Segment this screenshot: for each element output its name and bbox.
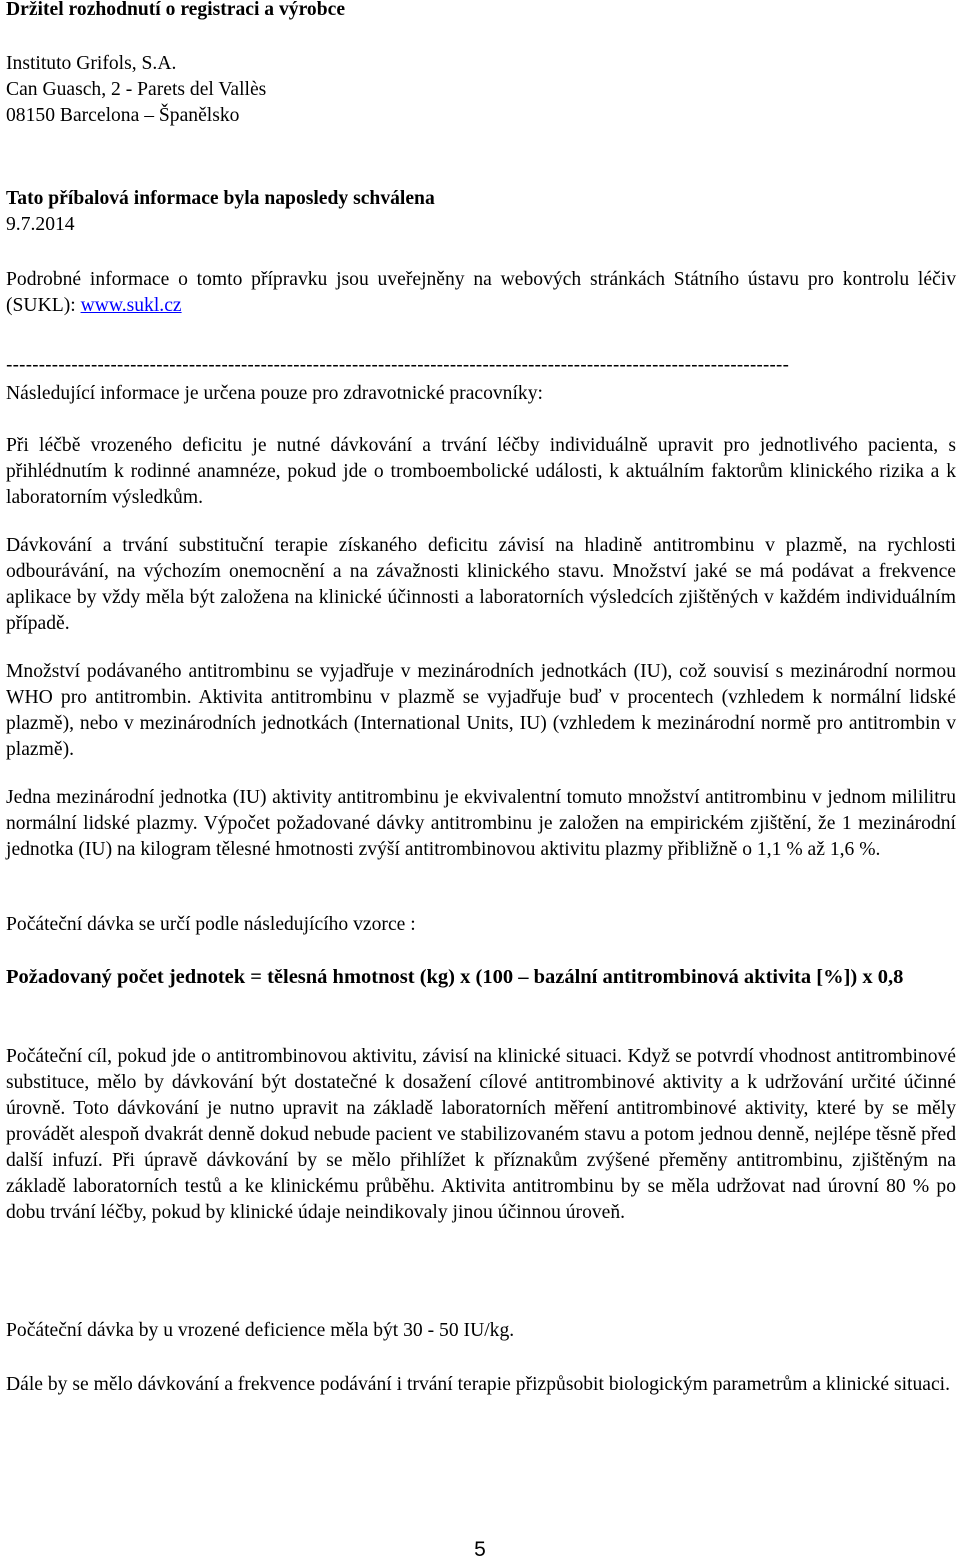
separator-line: ------------------------------------------------------------------------------------------------------------------------ — [6, 354, 789, 376]
approval-heading: Tato příbalová informace byla naposledy schválena — [6, 188, 435, 209]
holder-city: 08150 Barcelona – Španělsko — [6, 105, 240, 126]
approval-date: 9.7.2014 — [6, 214, 75, 235]
paragraph-congenital-dosing: Při léčbě vrozeného deficitu je nutné dávkování a trvání léčby individuálně upravit pro jednotlivého pacienta, s přihlédnutím k rodinné anamnéze, pokud jde o tromboembolické události, k aktuálním faktorům klinického rizika a k laboratorním výsledkům. — [6, 435, 956, 508]
details-paragraph — [6, 267, 956, 319]
paragraph-calculation: Jedna mezinárodní jednotka (IU) aktivity antitrombinu je ekvivalentní tomuto množství antitrombinu v jednom mililitru normální lidské plazmy. Výpočet požadované dávky antitrombinu je založen na empirickém zjištění, že 1 mezinárodní jednotka (IU) na kilogram tělesné hmotnosti zvýší antitrombinovou aktivitu plazmy přibližně o 1,1 % až 1,6 %. — [6, 787, 956, 860]
holder-heading: Držitel rozhodnutí o registraci a výrobce — [6, 0, 346, 20]
paragraph-acquired-dosing: Dávkování a trvání substituční terapie získaného deficitu závisí na hladině antitrombinu v plazmě, na rychlosti odbourávání, na výchozím onemocnění a na závažnosti klinického stavu. Množství jaké se má podávat a frekvence aplikace by vždy měla být založena na klinické účinnosti a laboratorních výsledcích zjištěných v každém individuálním případě. — [6, 535, 956, 634]
holder-company: Instituto Grifols, S.A. — [6, 53, 177, 74]
holder-street: Can Guasch, 2 - Parets del Vallès — [6, 79, 267, 100]
dose-formula: Požadovaný počet jednotek = tělesná hmotnost (kg) x (100 – bazální antitrombinová aktivita [%]) x 0,8 — [6, 966, 904, 988]
paragraph-units: Množství podávaného antitrombinu se vyjadřuje v mezinárodních jednotkách (IU), což souvisí s mezinárodní normou WHO pro antitrombin. Aktivita antitrombinu v plazmě se vyjadřuje buď v procentech (vzhledem k normální lidské plazmě), nebo v mezinárodních jednotkách (International Units, IU) (vzhledem k mezinárodní normě pro antitrombin v plazmě). — [6, 661, 956, 760]
page-number: 5 — [474, 1538, 486, 1561]
paragraph-target-activity: Počáteční cíl, pokud jde o antitrombinovou aktivitu, závisí na klinické situaci. Když se potvrdí vhodnost antitrombinové substituce, mělo by dávkování být dostatečné k dosažení cílové antitrombinové aktivity a k udržování určité účinné úrovně. Toto dávkování je nutno upravit na základě laboratorních měření antitrombinové aktivity, které by se měly provádět alespoň dvakrát denně dokud nebude pacient ve stabilizovaném stavu a potom jednou denně, nejlépe těsně před další infuzí. Při úpravě dávkování by se mělo přihlížet k příznakům zvýšené přeměny antitrombinu, zjištěným na základě laboratorních testů a ke klinickému průběhu. Aktivita antitrombinu by se měla udržovat nad úrovní 80 % po dobu trvání léčby, pokud by klinické údaje neindikovaly jinou účinnou úroveň. — [6, 1046, 956, 1223]
details-text: Podrobné informace o tomto přípravku jsou uveřejněny na webových stránkách Státního ústavu pro kontrolu léčiv (SUKL): — [6, 269, 956, 316]
professionals-note: Následující informace je určena pouze pro zdravotnické pracovníky: — [6, 383, 543, 404]
paragraph-formula-intro: Počáteční dávka se určí podle následujícího vzorce : — [6, 914, 416, 935]
paragraph-initial-dose: Počáteční dávka by u vrozené deficience měla být 30 - 50 IU/kg. — [6, 1320, 515, 1341]
paragraph-adjustment: Dále by se mělo dávkování a frekvence podávání i trvání terapie přizpůsobit biologickým parametrům a klinické situaci. — [6, 1374, 950, 1395]
sukl-link[interactable]: www.sukl.cz — [80, 295, 182, 316]
